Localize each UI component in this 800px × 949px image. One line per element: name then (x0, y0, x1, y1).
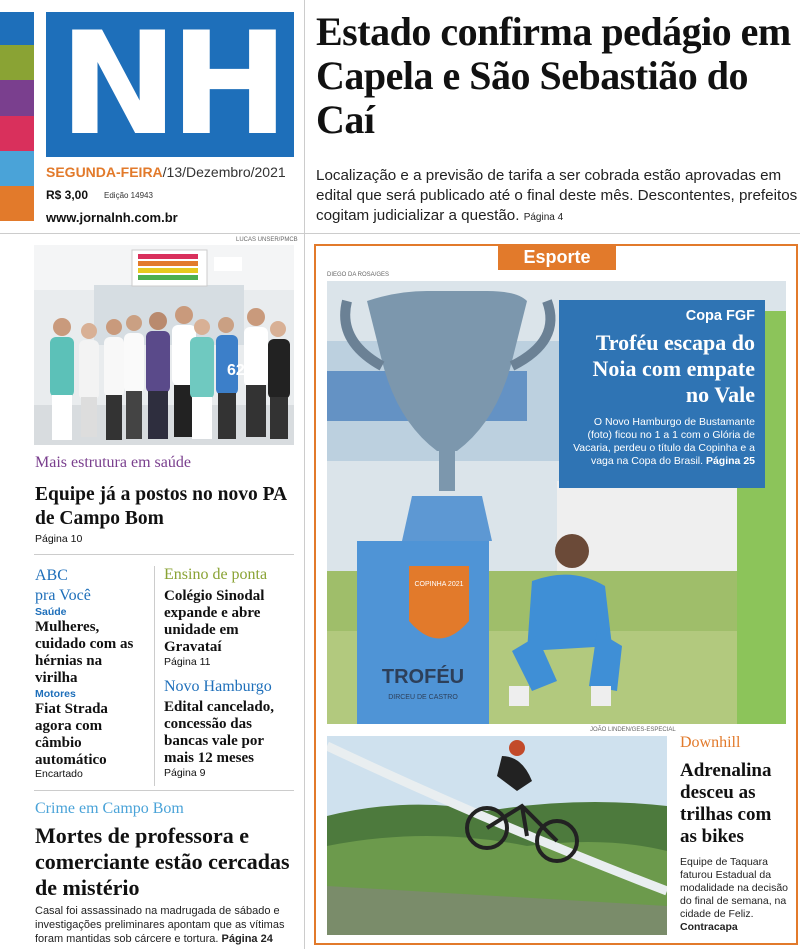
column-divider (304, 0, 305, 949)
downhill-illustration (327, 736, 667, 935)
crime-body (35, 904, 300, 946)
color-strip-green (0, 45, 34, 80)
education-headline[interactable]: Colégio Sinodal expande e abre unidade em Gravataí (164, 588, 265, 655)
downhill-kicker: Downhill (680, 734, 741, 751)
copa-headline: Troféu escapa do Noia com empate no Vale (592, 330, 755, 407)
nh-kicker: Novo Hamburgo (164, 678, 272, 695)
abc-headline-motors[interactable]: Fiat Strada agora com câmbio automático (35, 701, 108, 768)
copa-body (569, 416, 755, 468)
crime-body-text: Casal foi assassinado na madrugada de sábado e investigações preliminares apontam que as vítimas foram mantidas sob cárcere e tortura. (35, 905, 285, 945)
education-page-ref: Página 11 (164, 656, 211, 668)
trophy-year-text: COPINHA 2021 (414, 581, 464, 588)
masthead-url[interactable]: www.jornalnh.com.br (46, 210, 178, 225)
health-kicker: Mais estrutura em saúde (35, 454, 191, 471)
health-headline[interactable]: Equipe já a postos no novo PA de Campo Bom (35, 484, 287, 529)
health-team-photo[interactable] (34, 245, 294, 445)
photo-credit-downhill: JOÃO LINDEN/GES-ESPECIAL (590, 727, 676, 733)
nh-headline[interactable]: Edital cancelado, concessão das bancas vale por mais 12 meses (164, 699, 275, 766)
color-strip-blue (0, 12, 34, 45)
abc-headline-health[interactable]: Mulheres, cuidado com as hérnias na virilha (35, 619, 134, 686)
main-subhead (316, 166, 800, 228)
trophy-text: TROFÉU (381, 666, 465, 688)
crime-kicker: Crime em Campo Bom (35, 800, 184, 817)
color-strip-lightblue (0, 151, 34, 186)
photo-credit-health: LUCAS UNSER/PMCB (236, 237, 298, 243)
copa-fgf-box[interactable] (559, 300, 765, 488)
main-headline[interactable]: Estado confirma pedágio em Capela e São Sebastião do Caí (316, 9, 791, 142)
divider-vertical-left (154, 566, 155, 786)
abc-section-health: Saúde (35, 606, 67, 618)
abc-section-motors: Motores (35, 688, 76, 700)
masthead-price: R$ 3,00 (46, 188, 89, 202)
education-kicker: Ensino de ponta (164, 566, 268, 583)
copa-body-text: O Novo Hamburgo de Bustamante (foto) ficou no 1 a 1 com o Glória de Vacaria, perdeu o título da Copinha e a vaga na Copa do Brasil. (573, 416, 755, 467)
color-strip-orange (0, 186, 34, 221)
logo-text: NH (59, 12, 281, 157)
newspaper-logo[interactable] (46, 12, 294, 157)
abc-kicker-line1: ABC (35, 567, 68, 584)
color-strip-pink (0, 116, 34, 151)
shirt-number: 62 (227, 362, 245, 379)
downhill-page-ref: Contracapa (680, 921, 738, 933)
photo-credit-sport: DIEGO DA ROSA/GES (327, 272, 390, 278)
copa-page-ref: Página 25 (705, 455, 755, 467)
nh-page-ref: Página 9 (164, 767, 206, 779)
trophy-sub-text: DIRCEU DE CASTRO (388, 694, 458, 701)
divider-crime (34, 790, 294, 791)
health-team-illustration (34, 245, 294, 445)
divider-health (34, 554, 294, 555)
abc-insert: Encartado (35, 768, 83, 780)
abc-kicker-line2: pra Você (35, 587, 91, 604)
copa-kicker: Copa FGF (685, 308, 755, 324)
main-subhead-text: Localização e a previsão de tarifa a ser cobrada estão aprovadas em edital que será publicado até o final deste mês. Descontentes, prefeitos cogitam judicializar a questão. (316, 167, 798, 224)
crime-headline[interactable]: Mortes de professora e comerciante estão cercadas de mistério (35, 823, 290, 900)
downhill-photo[interactable] (327, 736, 667, 935)
date-weekday: SEGUNDA-FEIRA (46, 164, 163, 180)
main-page-ref: Página 4 (523, 212, 564, 223)
sport-tab[interactable]: Esporte (498, 244, 616, 270)
masthead-edition: Edição 14943 (104, 191, 153, 200)
health-page-ref: Página 10 (35, 533, 83, 545)
downhill-headline[interactable]: Adrenalina desceu as trilhas com as bikes (680, 760, 772, 847)
color-strip-purple (0, 80, 34, 116)
date-value: /13/Dezembro/2021 (162, 164, 286, 180)
downhill-body (680, 856, 790, 934)
masthead-divider (0, 233, 800, 234)
crime-page-ref: Página 24 (221, 933, 273, 945)
abc-kicker (35, 566, 91, 606)
downhill-body-text: Equipe de Taquara faturou Estadual da modalidade na decisão do final de semana, na cidade de Feliz. (680, 856, 788, 920)
masthead-date (46, 164, 286, 180)
